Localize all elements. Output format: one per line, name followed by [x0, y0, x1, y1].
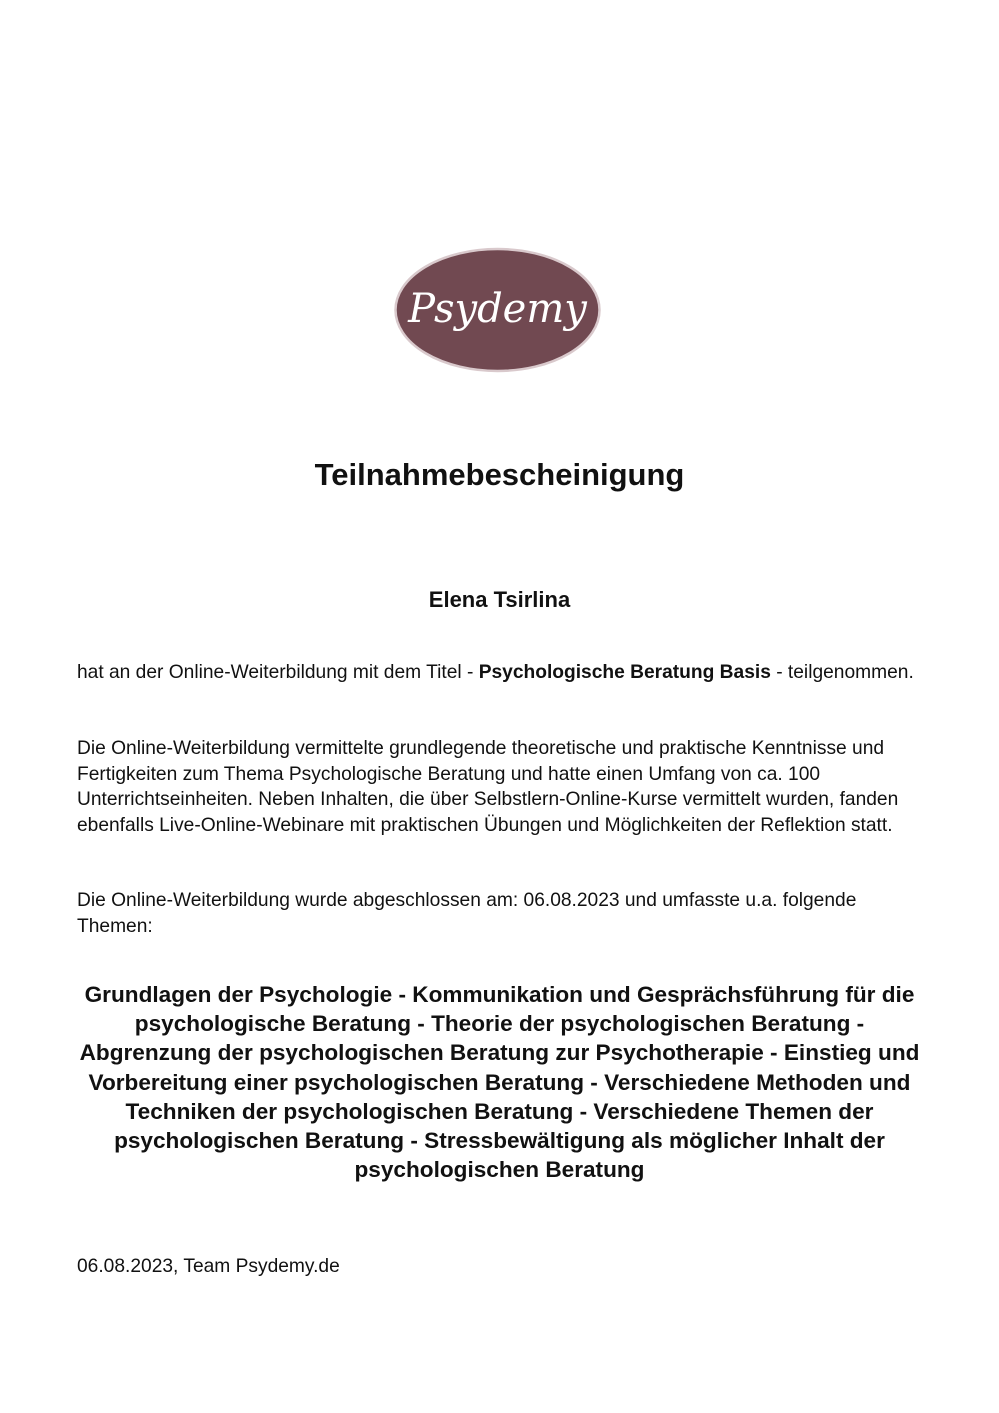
- intro-paragraph: [77, 660, 917, 686]
- intro-text-before: hat an der Online-Weiterbildung mit dem Titel -: [77, 662, 479, 683]
- intro-text-after: - teilgenommen.: [770, 662, 914, 683]
- recipient-name: Elena Tsirlina: [428, 587, 571, 612]
- footer-date-signature: 06.08.2023, Team Psydemy.de: [77, 1256, 340, 1277]
- certificate-title: Teilnahmebescheinigung: [314, 457, 685, 492]
- psydemy-logo: [393, 246, 602, 374]
- course-title: Psychologische Beratung Basis: [478, 662, 771, 683]
- completion-paragraph: Die Online-Weiterbildung wurde abgeschlossen am: 06.08.2023 und umfasste u.a. folgende Themen:: [77, 890, 857, 937]
- logo-text: Psydemy: [408, 286, 587, 332]
- topics-list: Grundlagen der Psychologie - Kommunikation und Gesprächsführung für die psychologische Beratung - Theorie der psychologischen Beratung - Abgrenzung der psychologischen Beratung zur Psychotherapie - Einstieg und Vorbereitung einer psychologischen Beratung - Verschiedene Methoden und Techniken der psychologischen Beratung - Verschiedene Themen der psychologischen Beratung - Stressbewältigung als möglicher Inhalt der psychologischen Beratung: [79, 982, 920, 1183]
- description-paragraph: Die Online-Weiterbildung vermittelte grundlegende theoretische und praktische Kenntnisse und Fertigkeiten zum Thema Psychologische Beratung und hatte einen Umfang von ca. 100 Unterrichtseinheiten. Neben Inhalten, die über Selbstlern-Online-Kurse vermittelt wurden, fanden ebenfalls Live-Online-Webinare mit praktischen Übungen und Möglichkeiten der Reflektion statt.: [77, 738, 899, 836]
